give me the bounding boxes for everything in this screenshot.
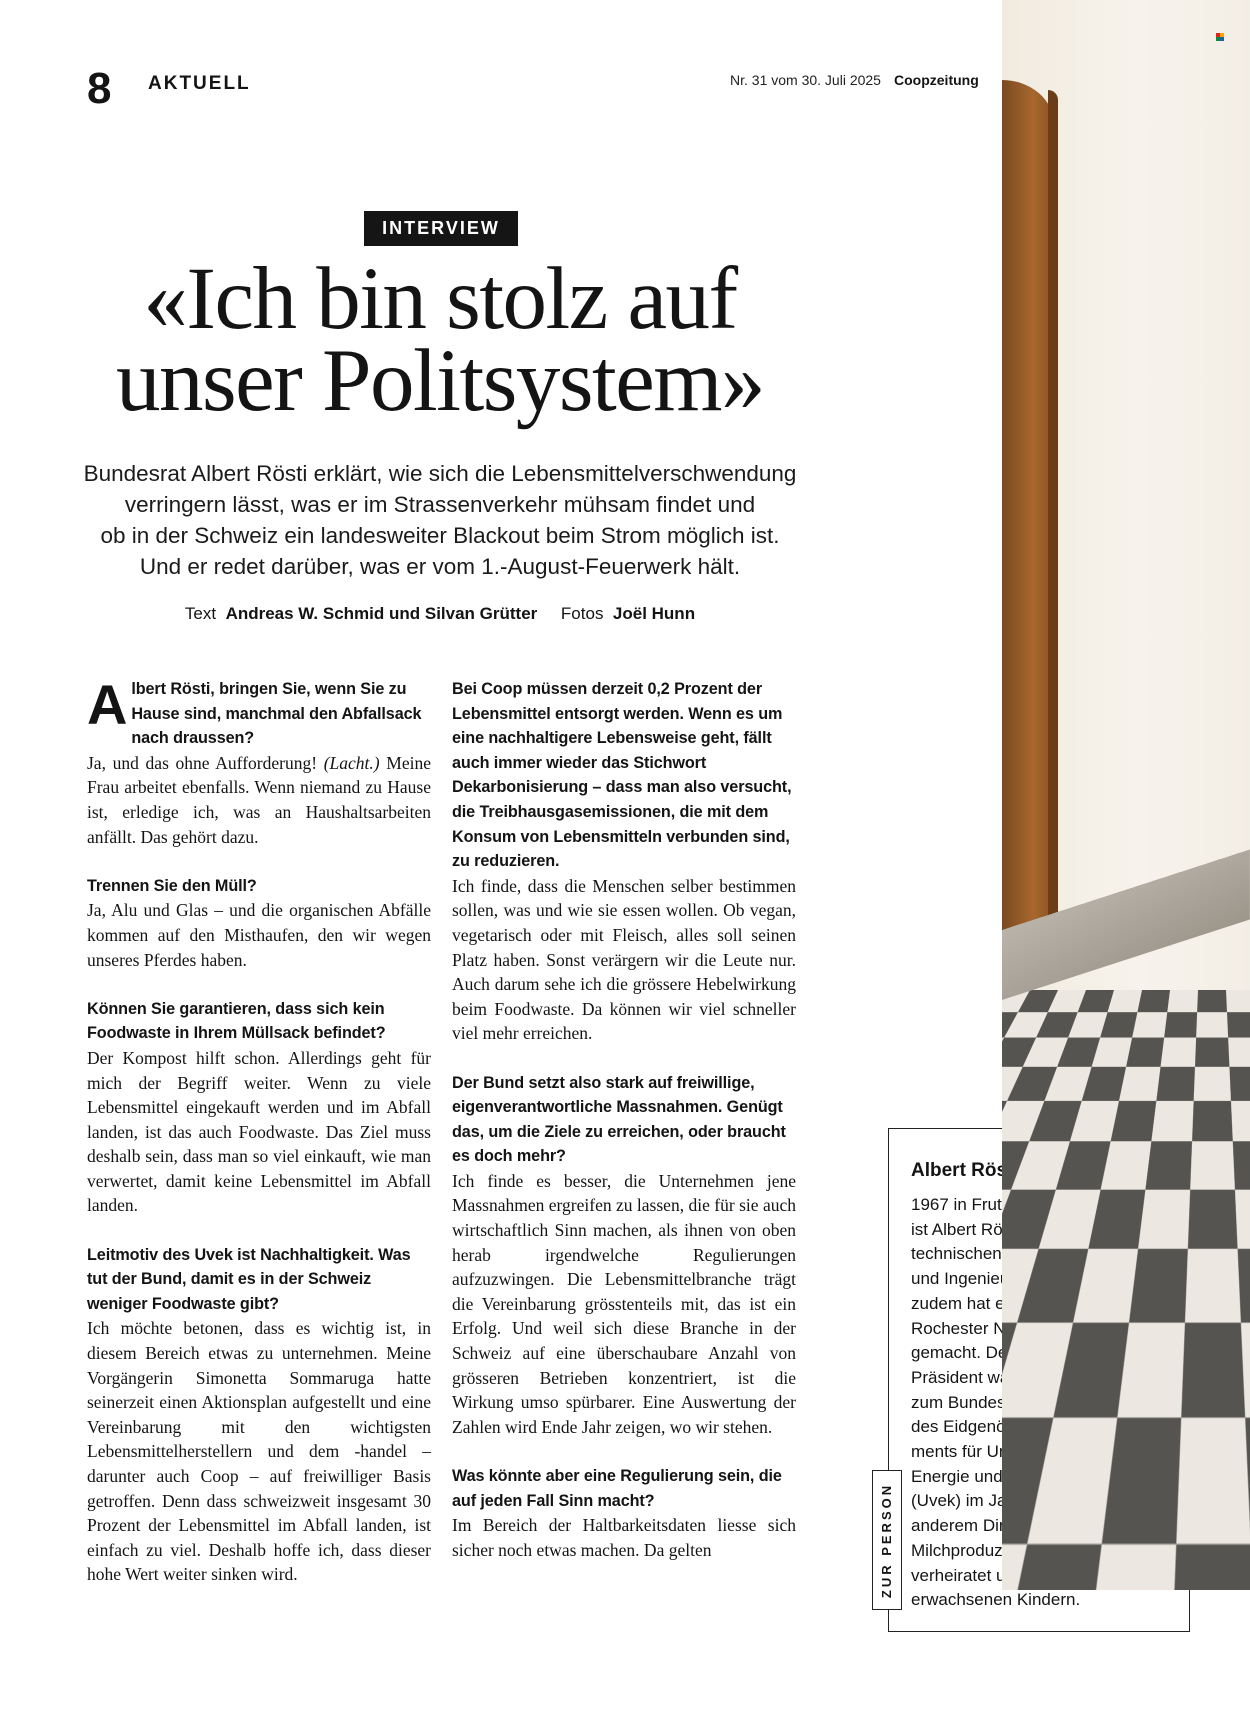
headline-line: «Ich bin stolz auf: [143, 250, 737, 348]
answer: Ja, Alu und Glas – und die organischen Abfälle kommen auf den Misthaufen, den wir wegen unseres Pferdes haben.: [87, 900, 431, 970]
bio-text: [911, 1193, 1181, 1613]
bio-tab: [872, 1470, 902, 1610]
question: Was könnte aber eine Regulierung sein, die auf jeden Fall Sinn macht?: [452, 1467, 782, 1510]
credits: [60, 604, 820, 624]
drop-cap: A: [87, 673, 128, 736]
bio-line: (Uvek) im Jahre 2022 unter: [911, 1491, 1117, 1511]
bio-line: ist Albert Rösti Doktor der: [911, 1219, 1104, 1239]
publication-name: Coopzeitung: [894, 72, 979, 88]
credits-photo-author: Joël Hunn: [612, 604, 696, 623]
bio-tab-label: ZUR PERSON: [879, 1482, 895, 1598]
bio-line: Milchproduzenten. Er ist: [911, 1540, 1094, 1560]
issue-date: Nr. 31 vom 30. Juli 2025: [730, 72, 881, 88]
lead-line: Und er redet darüber, was er vom 1.-August-Feuerwerk hält.: [139, 554, 741, 579]
bio-line: zum Bundesrat und Vorsteher: [911, 1392, 1136, 1412]
lead-line: Bundesrat Albert Rösti erklärt, wie sich die Lebensmittelverschwendung: [83, 461, 797, 486]
kicker-badge: INTERVIEW: [364, 211, 518, 246]
lead-paragraph: [60, 458, 820, 582]
question: Bei Coop müssen derzeit 0,2 Prozent der Lebensmittel entsorgt werden. Wenn es um eine nachhaltigere Lebensweise geht, fällt auch immer wieder das Stichwort Dekarbonisierung – dass man also versucht, die Treibhausgasemissionen, die mit dem Konsum von Lebensmitteln verbunden sind, zu reduzieren.: [452, 680, 792, 871]
answer: Ja, und das ohne Aufforderung! (Lacht.) Meine Frau arbeitet ebenfalls. Wenn niemand zu Hause ist, erledige ich, was an Haushaltsarbeiten anfällt. Das gehört dazu.: [87, 752, 431, 847]
bio-line: technischen Wissenschaften: [911, 1244, 1127, 1264]
answer: Ich möchte betonen, dass es wichtig ist, in diesem Bereich etwas zu unternehmen. Meine Vorgängerin Simonetta Sommaruga hatte seinerzeit einen Aktionsplan aufgestellt und eine Vereinbarung mit den wichtigsten Lebensmittelherstellern und dem -handel – darunter auch Coop – auf freiwilliger Basis getroffen. Denn dass schweizweit insgesamt 30 Prozent der Lebensmittel im Abfall landen, ist einfach zu viel. Deshalb hoffe ich, dass dieser hohe Wert weiter sinken wird.: [87, 1318, 431, 1585]
question: Leitmotiv des Uvek ist Nachhaltigkeit. Was tut der Bund, damit es in der Schweiz weniger Foodwaste gibt?: [87, 1245, 411, 1313]
coop-mark-icon: [1216, 33, 1224, 41]
headline-line: unser Politsystem»: [116, 332, 764, 430]
credits-photo-label: Fotos: [560, 604, 604, 623]
answer: Ich finde es besser, die Unternehmen jene Massnahmen ergreifen zu lassen, die für sie auch wirtschaftlich Sinn machen, als ihnen von oben herab irgendwelche Regulierungen aufzuzwingen. Die Lebensmittelbranche trägt die Vereinbarung grösstenteils mit, das ist ein Erfolg. Und weil sich diese Branche in der Schweiz auf eine überschaubare Anzahl von grösseren Betrieben konzentriert, ist die Wirkung umso spürbarer. Eine Auswertung der Zahlen wird Ende Jahr zeigen, wo wir stehen.: [452, 1170, 796, 1437]
article-column-1: [87, 673, 431, 1587]
bio-line: Präsident war vor seiner Wahl: [911, 1367, 1138, 1387]
answer: Ich finde, dass die Menschen selber bestimmen sollen, was und wie sie essen wollen. Ob vegan, vegetarisch oder mit Fleisch, alles soll seinen Platz haben. Sonst verärgern wir die Leute nur. Auch darum sehe ich die grössere Hebelwirkung beim Foodwaste. Da können wir viel schneller viel mehr erreichen.: [452, 875, 796, 1044]
question: Der Bund setzt also stark auf freiwillige, eigenverantwortliche Massnahmen. Genügt das, um die Ziele zu erreichen, oder braucht es doch mehr?: [452, 1073, 786, 1166]
question: Albert Rösti, bringen Sie, wenn Sie zu Hause sind, manchmal den Abfallsack nach draussen?: [87, 673, 422, 748]
bio-line: gemacht. Der frühere SVP-: [911, 1343, 1117, 1363]
bio-line: 1967 in Frutigen BE geboren,: [911, 1195, 1134, 1214]
bio-line: ments für Umwelt, Verkehr,: [911, 1442, 1116, 1462]
credits-text-authors: Andreas W. Schmid und Silvan Grütter: [225, 604, 538, 623]
credits-text-label: Text: [184, 604, 217, 623]
headline: [60, 250, 820, 430]
bio-line: und Ingenieur Agronom,: [911, 1269, 1093, 1289]
photo-door-frame: [1048, 90, 1058, 980]
photo-door: [1002, 80, 1054, 980]
answer: Der Kompost hilft schon. Allerdings geht für mich der Begriff weiter. Wenn zu viele Lebensmittel eingekauft werden und im Abfall landen, ist das auch Foodwaste. Das Ziel muss deshalb sein, dass man so viel einkauft, wie man verwertet, damit keine Lebensmittel im Abfall landen.: [87, 1047, 431, 1216]
section-label: AKTUELL: [148, 73, 251, 94]
page-number: 8: [87, 64, 113, 113]
bio-line: Rochester NY (USA) den MBA: [911, 1318, 1143, 1338]
answer: Im Bereich der Haltbarkeitsdaten liesse sich sicher noch etwas machen. Da gelten: [452, 1515, 796, 1560]
question: Können Sie garantieren, dass sich kein Foodwaste in Ihrem Müllsack befindet?: [87, 999, 386, 1043]
article-column-2: [452, 677, 796, 1562]
lead-line: ob in der Schweiz ein landesweiter Blackout beim Strom möglich ist.: [100, 523, 780, 548]
bio-name: Albert Rösti: [911, 1160, 1019, 1181]
bio-line: zudem hat er in Bern und: [911, 1293, 1102, 1313]
lead-line: verringern lässt, was er im Strassenverkehr mühsam findet und: [124, 492, 756, 517]
bio-line: anderem Direktor der Schweizer: [911, 1516, 1155, 1536]
bio-line: Energie und Kommunikation: [911, 1466, 1125, 1486]
bio-line: erwachsenen Kindern.: [911, 1590, 1081, 1610]
question: Trennen Sie den Müll?: [87, 876, 257, 895]
bio-line: des Eidgenössischen Departe-: [911, 1417, 1143, 1437]
bio-line: verheiratet und Vater von zwei: [911, 1565, 1140, 1585]
